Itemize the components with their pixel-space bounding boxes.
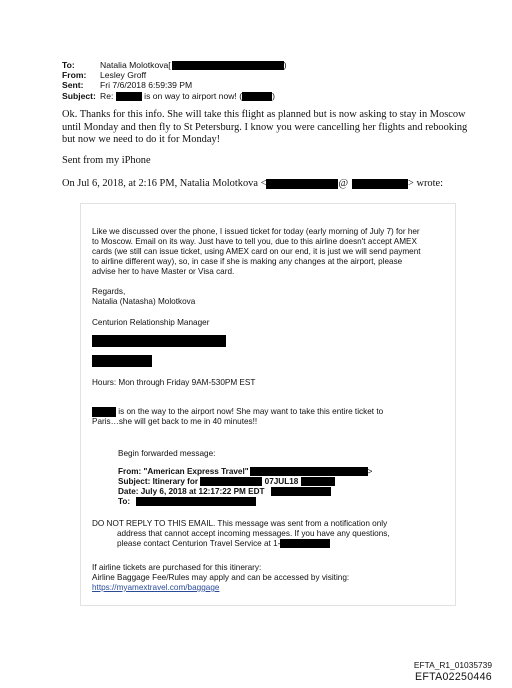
from-label: From:: [62, 70, 87, 81]
fwd-date: Date: July 6, 2018 at 12:17:22 PM EDT: [118, 487, 372, 497]
redaction: [352, 179, 408, 189]
forwarded-line: advise her to have Master or Visa card.: [92, 267, 235, 276]
reply-body: [62, 109, 467, 147]
no-reply-notice: [92, 519, 390, 549]
redaction: [136, 497, 256, 506]
from-value: Lesley Groff: [100, 70, 147, 81]
reply-line: until Monday and then fly to St Petersburg. I know you were cancelling her flights and rebooking: [62, 121, 468, 133]
sent-value: Fri 7/6/2018 6:59:39 PM: [100, 80, 193, 91]
redaction: [242, 92, 272, 101]
airline-notice: [92, 563, 349, 593]
to-end: ): [283, 60, 287, 70]
regards: Regards,: [92, 287, 126, 296]
to-row: [62, 60, 287, 70]
fwd-subject-date: 07JUL18: [264, 477, 299, 486]
fwd-to-row: [118, 497, 372, 507]
redaction: [271, 487, 331, 496]
to-label: To:: [62, 60, 75, 70]
quote-intro-row: [62, 178, 443, 191]
notice-line: DO NOT REPLY TO THIS EMAIL. This message was sent from a notification only: [92, 519, 388, 528]
quote-at: @: [338, 178, 349, 189]
fwd-from-end: >: [367, 467, 373, 476]
subject-text: is on way to airport now! (: [144, 90, 243, 101]
sent-label: Sent:: [62, 80, 84, 91]
reply-line: but now we need to do it for Monday!: [62, 134, 221, 146]
notice-line: address that cannot accept incoming messages. If you have any questions,: [117, 529, 390, 538]
airline-line: Airline Baggage Fee/Rules may apply and can be accessed by visiting:: [92, 573, 350, 582]
redaction: [92, 335, 226, 347]
airline-line: If airline tickets are purchased for this itinerary:: [92, 563, 262, 572]
redaction: [92, 407, 116, 417]
forwarded-line: to Moscow. Email on its way. Just have to tell you, due to this airline doesn't accept AMEX: [92, 237, 417, 246]
status-paragraph: [92, 407, 383, 427]
email-header: [62, 60, 287, 101]
status-line: Paris…she will get back to me in 40 minutes!!: [92, 417, 258, 427]
redaction: [266, 179, 338, 189]
forwarded-line: to airline different way), so, in case if she is making any changes at the airport, please: [92, 257, 403, 266]
to-value: Natalia Molotkova[: [100, 60, 171, 70]
fwd-subject: Subject: Itinerary for: [118, 477, 199, 486]
status-line: is on the way to the airport now! She may want to take this entire ticket to: [118, 407, 384, 417]
forwarded-paragraph: [92, 227, 421, 277]
sender-name: Natalia (Natasha) Molotkova: [92, 297, 196, 306]
redaction: [301, 477, 335, 486]
sign-off: [92, 287, 195, 307]
sent-row: [62, 80, 287, 90]
redaction: [250, 467, 368, 476]
notice-line-3: please contact Centurion Travel Service at 1-: [92, 539, 390, 549]
redaction: [172, 61, 284, 70]
forwarded-line: cards (we still can issue ticket, using AMEX card on our end, it is just we will send payment: [92, 247, 421, 256]
signature: Sent from my iPhone: [62, 155, 151, 166]
forwarded-headers: [118, 467, 372, 507]
fwd-from-row: [118, 467, 372, 477]
footer-ref-2: EFTA02250446: [414, 671, 492, 683]
fwd-subject-row: [118, 477, 372, 487]
reply-line: Ok. Thanks for this info. She will take this flight as planned but is now asking to stay in Moscow: [62, 109, 466, 120]
footer-ref-1: EFTA_R1_01035739: [413, 660, 492, 670]
redaction: [92, 355, 152, 367]
subject-label: Subject:: [62, 90, 96, 101]
quote-intro: On Jul 6, 2018, at 2:16 PM, Natalia Molotkova <: [62, 178, 267, 189]
sender-title: Centurion Relationship Manager: [92, 318, 210, 327]
fwd-to: To:: [118, 497, 131, 506]
subject-row: Subject: Re: is on way to airport now! ( ): [62, 90, 275, 101]
redaction: [280, 539, 330, 548]
baggage-link[interactable]: https://myamextravel.com/baggage: [92, 583, 220, 592]
begin-forwarded: Begin forwarded message:: [118, 449, 216, 458]
fwd-from: From: "American Express Travel": [118, 467, 249, 476]
redaction: [200, 477, 262, 486]
from-row: [62, 70, 287, 80]
quote-end: > wrote:: [408, 178, 444, 189]
subject-prefix: Re:: [100, 90, 114, 101]
office-hours: Hours: Mon through Friday 9AM-530PM EST: [92, 378, 256, 387]
redaction: [116, 92, 142, 101]
forwarded-line: Like we discussed over the phone, I issued ticket for today (early morning of July 7) for her: [92, 227, 420, 236]
